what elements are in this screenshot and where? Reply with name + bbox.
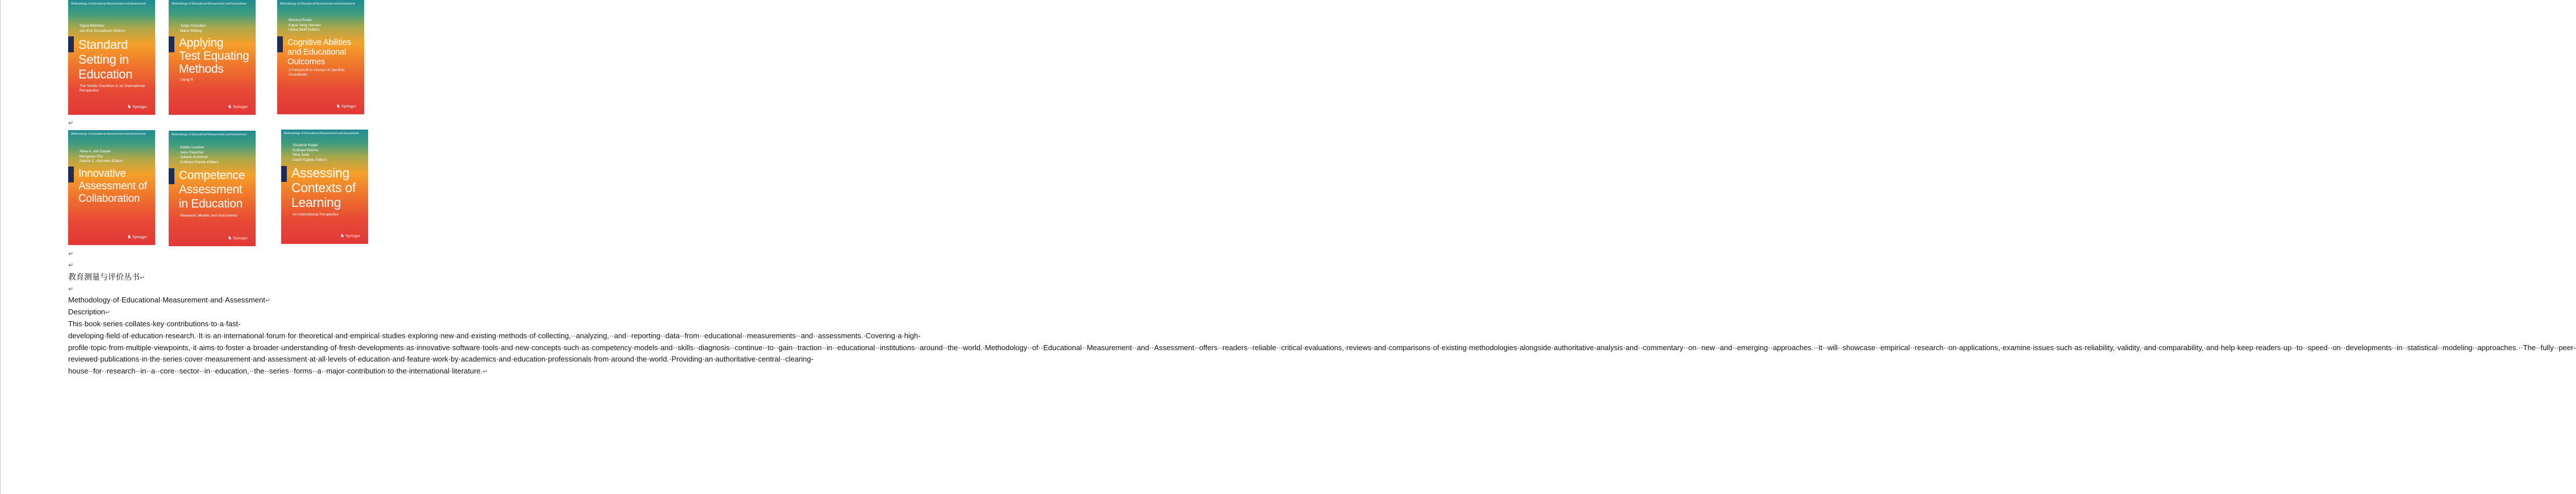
- book-subtitle: A Festschrift in Honour of Jan-Eric Gustafsson: [289, 68, 345, 77]
- cover-tab: [281, 166, 287, 182]
- cover-tab: [169, 168, 174, 184]
- editor-name: Eckhard Klieme Editors: [180, 160, 219, 164]
- publisher-logo: ♞ Springer: [340, 233, 360, 238]
- book-cover[interactable]: [281, 130, 368, 244]
- book-cover[interactable]: [169, 131, 256, 246]
- book-subtitle: Research, Models and Instruments: [180, 214, 237, 218]
- editor-name: David Kaplan Editors: [293, 157, 327, 162]
- springer-horse-icon: ♞: [336, 103, 341, 109]
- series-name: Methodology of Educational Measurement and Assessment: [71, 132, 146, 136]
- springer-horse-icon: ♞: [127, 104, 132, 109]
- paragraph-mark: ↵: [68, 262, 74, 269]
- springer-horse-icon: ♞: [127, 234, 132, 239]
- book-title: Innovative Assessment of Collaboration: [78, 168, 147, 205]
- editor-name: Sigrid Blömeke: [80, 24, 105, 28]
- book-editors: [289, 18, 361, 33]
- page-left-edge: [0, 0, 1, 494]
- editor-name: Mengxiao Zhu: [80, 154, 103, 159]
- book-cover[interactable]: [277, 0, 364, 114]
- springer-horse-icon: ♞: [340, 233, 345, 238]
- springer-horse-icon: ♞: [227, 235, 232, 240]
- cover-tab: [68, 167, 74, 182]
- series-name: Methodology of Educational Measurement and Assessment: [280, 2, 355, 6]
- book-editors: [180, 146, 252, 165]
- editor-name: Jens Fleischer: [180, 150, 204, 155]
- cover-tab: [169, 36, 174, 52]
- book-cover[interactable]: [68, 0, 155, 115]
- editor-name: Susanne Kuger: [293, 143, 318, 147]
- editor-name: Kajsa Yang Hansen: [289, 23, 321, 27]
- cover-tab: [68, 36, 74, 52]
- book-title: Competence Assessment in Education: [179, 169, 245, 210]
- editor-name: Marie Wiberg: [180, 28, 202, 33]
- editor-name: Eckhard Klieme: [293, 148, 319, 152]
- editor-name: Detlev Leutner: [180, 146, 204, 150]
- series-name: Methodology of Educational Measurement and Assessment: [284, 132, 359, 135]
- book-title: Applying Test Equating Methods: [179, 36, 249, 76]
- book-subtitle: Using R: [180, 78, 194, 82]
- book-cover[interactable]: [68, 130, 155, 245]
- book-cover[interactable]: [169, 0, 256, 115]
- series-name: Methodology of Educational Measurement and Assessment: [172, 133, 247, 136]
- springer-horse-icon: ♞: [227, 104, 232, 109]
- series-title: Methodology·of·Educational·Measurement·and·Assessment↵: [68, 296, 271, 304]
- description-body: This·book·series·collates·key·contributions·to·a·fast-developing·field·of·education·research.·It·is·an·international·forum·for·theoretical·and·empirical·studies·exploring·new·and·existing·methods·of·collecting,··analyzing,··and··reporting··data··from··educational··measurements··and··assessments.·Covering·a·high-profile·topic·from·multiple·viewpoints,·it·aims·to·foster·a·broader·understanding·of·fresh·developments·as·innovative·software·tools·and·new·concepts·such·as·competency·models·and··skills··diagnosis··continue··to··gain··traction··in··educational··institutions··around··the··world.·Methodology··of··Educational··Measurement··and··Assessment··offers··readers··reliable··critical·evaluations,·reviews·and·comparisons·of·existing·methodologies·alongside·authoritative·analysis·and··commentary··on··new··and··emerging··approaches.··It··will··showcase··empirical··research··on·applications,·examine·issues·such·as·reliability,·validity,·and·comparability,·and·help·keep·readers·up··to··speed··on··developments··in··statistical··modeling··approaches.··The··fully··peer-reviewed·publications·in·the·series·cover·measurement·and·assessment·at·all·levels·of·education·and·feature·work·by·academics·and·education·professionals·from·around·the·world.·Providing·an·authoritative·central··clearing-house··for··research··in··a··core··sector··in··education,··the··series··forms··a··major·contribution·to·the·international·literature.↵: [68, 319, 2576, 376]
- book-editors: [80, 24, 152, 34]
- editor-name: Jorge González: [180, 24, 206, 28]
- book-editors: [180, 24, 252, 34]
- book-title: Assessing Contexts of Learning: [291, 165, 356, 210]
- publisher-logo: ♞ Springer: [127, 104, 147, 109]
- editor-name: Juliane Grünkorn: [180, 155, 208, 159]
- paragraph-mark: ↵: [68, 251, 74, 258]
- book-subtitle: The Nordic Countries in an International Perspective: [80, 84, 145, 93]
- book-subtitle: An International Perspective: [293, 213, 339, 217]
- publisher-logo: ♞ Springer: [127, 234, 147, 239]
- book-editors: [80, 150, 152, 164]
- description-heading: Description↵: [68, 308, 111, 316]
- publisher-logo: ♞ Springer: [227, 235, 248, 240]
- book-title: Cognitive Abilities and Educational Outcomes: [287, 38, 351, 67]
- editor-name: Nina Jude: [293, 153, 310, 157]
- editor-name: Patrick C. Kyllonen Editors: [80, 159, 123, 163]
- editor-name: Jan-Eric Gustafsson Editors: [80, 28, 126, 33]
- publisher-logo: ♞ Springer: [227, 104, 248, 109]
- paragraph-mark: ↵: [68, 286, 74, 293]
- chinese-series-title: 教育测量与评价丛书↵: [68, 272, 145, 281]
- book-editors: [293, 143, 365, 163]
- paragraph-mark: ↵: [68, 120, 74, 127]
- cover-tab: [277, 36, 283, 52]
- series-name: Methodology of Educational Measurement and Assessment: [172, 2, 247, 6]
- editor-name: Ulrika Wolff Editors: [289, 28, 320, 32]
- editor-name: Alina A. von Davier: [80, 150, 111, 153]
- publisher-logo: ♞ Springer: [336, 103, 356, 109]
- book-title: Standard Setting in Education: [78, 38, 133, 81]
- series-name: Methodology of Educational Measurement and Assessment: [71, 2, 146, 6]
- editor-name: Monica Rosén: [289, 18, 312, 22]
